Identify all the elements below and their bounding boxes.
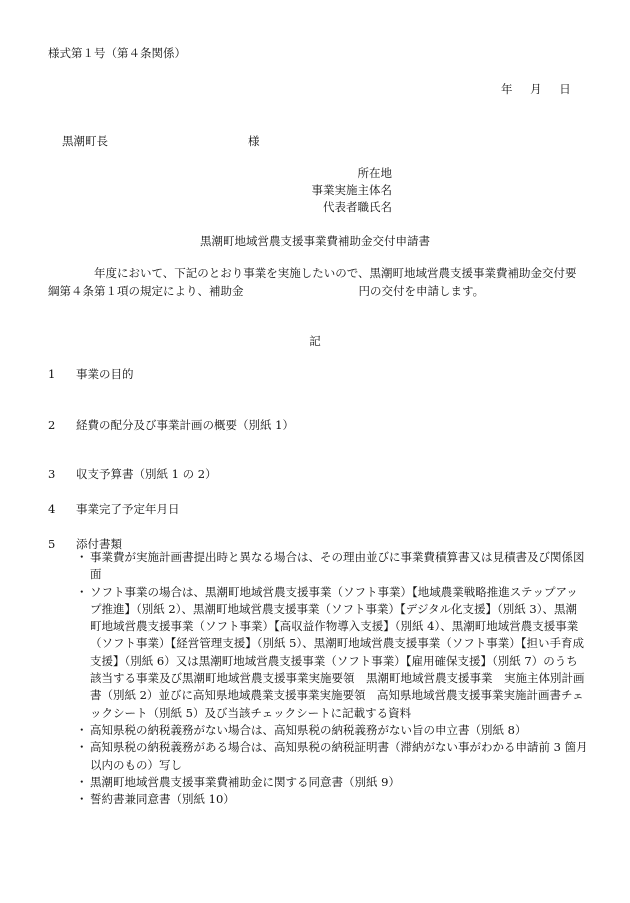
- section-number: 4: [48, 502, 56, 516]
- document-title: 黒潮町地域営農支援事業費補助金交付申請書: [200, 234, 430, 248]
- form-number: 様式第１号（第４条関係）: [48, 46, 186, 60]
- attachment-item: ・ 事業費が実施計画書提出時と異なる場合は、その理由並びに事業費積算書又は見積書及び関係図面: [76, 549, 588, 584]
- addressee-honorific: 様: [248, 134, 260, 148]
- section-item: [48, 418, 294, 434]
- section-number: 3: [48, 467, 56, 481]
- address-label: 所在地: [357, 166, 392, 180]
- date-line: 年 月 日: [501, 82, 571, 96]
- section-text: 収支予算書（別紙 1 の 2）: [76, 467, 217, 481]
- attachment-item: ・ ソフト事業の場合は、黒潮町地域営農支援事業（ソフト事業）【地域農業戦略推進ステップアップ推進】（別紙 2）、黒潮町地域営農支援事業（ソフト事業）【デジタル化支援】（別紙 3）、黒潮町地域営農支援事業（ソフト事業）【高収益作物導入支援】（別紙 4）、黒潮町地域営農支援事業（ソフト事業）【経営管理支援】（別紙 5）、黒潮町地域営農支援事業（ソフト事業）【担い手育成支援】（別紙 6）又は黒潮町地域営農支援事業（ソフト事業）【雇用確保支援】（別紙 7）のうち該当する事業及び黒潮町地域営農支援事業実施要領 黒潮町地域営農支援事業 実施主体別計画書（別紙 2）並びに高知県地域農業支援事業実施要領 高知県地域営農支援事業実施計画書チェックシート（別紙 5）及び当該チェックシートに記載する資料: [76, 584, 588, 722]
- section-text: 事業の目的: [76, 367, 134, 381]
- addressee: [62, 134, 260, 150]
- representative-label: 代表者職氏名: [323, 200, 392, 214]
- section-number: 5: [48, 537, 56, 551]
- section-item: [48, 367, 134, 383]
- section-number: 1: [48, 367, 56, 381]
- section-text: 添付書類: [76, 537, 122, 551]
- section-item: [48, 467, 217, 483]
- ki-heading: 記: [309, 334, 321, 348]
- attachment-item: ・ 高知県税の納税義務がある場合は、高知県税の納税証明書（滞納がない事がわかる申請前 3 箇月以内のもの）写し: [76, 739, 588, 774]
- section-text: 事業完了予定年月日: [76, 502, 180, 516]
- addressee-name: 黒潮町長: [62, 134, 108, 148]
- intro-paragraph: 年度において、下記のとおり事業を実施したいので、黒潮町地域営農支援事業費補助金交付要綱第４条第１項の規定により、補助金 円の交付を申請します。: [48, 266, 577, 298]
- section-item: [48, 502, 180, 518]
- entity-label: 事業実施主体名: [311, 183, 392, 197]
- applicant-block: [312, 165, 393, 216]
- attachment-item: ・ 高知県税の納税義務がない場合は、高知県税の納税義務がない旨の申立書（別紙 8）: [76, 722, 588, 739]
- attachment-item: ・ 誓約書兼同意書（別紙 10）: [76, 791, 588, 808]
- section-number: 2: [48, 418, 56, 432]
- attachment-item: ・ 黒潮町地域営農支援事業費補助金に関する同意書（別紙 9）: [76, 774, 588, 791]
- attachment-list: [76, 549, 588, 808]
- section-text: 経費の配分及び事業計画の概要（別紙 1）: [76, 418, 294, 432]
